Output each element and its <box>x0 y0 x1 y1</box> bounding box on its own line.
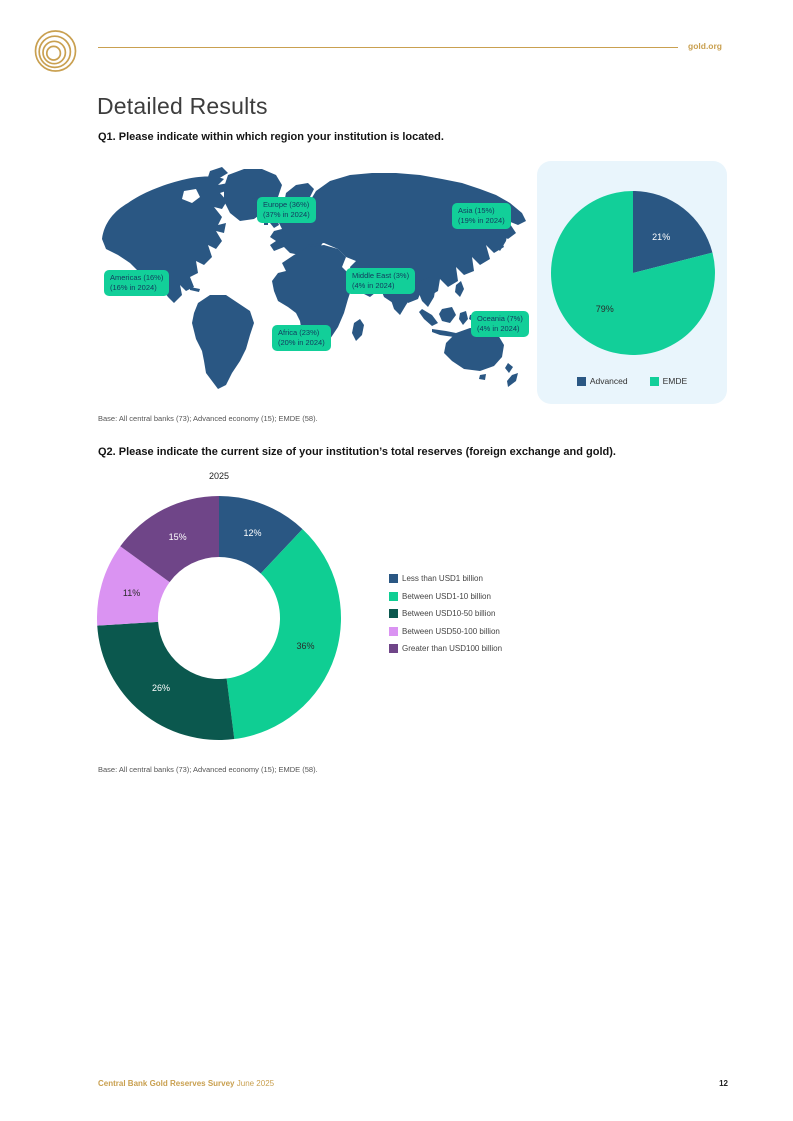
slice-value-label: 36% <box>296 641 315 652</box>
legend-label: Between USD1-10 billion <box>402 591 491 601</box>
map-label-africa <box>272 325 331 351</box>
map-label-line: Africa (23%) <box>278 328 320 337</box>
legend-swatch <box>389 644 398 653</box>
legend-swatch <box>389 592 398 601</box>
map-label-europe <box>257 197 316 223</box>
map-label-asia <box>452 203 511 229</box>
legend-item-emde <box>650 376 688 386</box>
page-title: Detailed Results <box>97 93 268 119</box>
q2-donut-chart <box>97 495 341 741</box>
q2-chart-title: 2025 <box>208 471 230 481</box>
q2-question: Q2. Please indicate the current size of your institution’s total reserves (foreign exchange and gold). <box>98 446 616 458</box>
legend-label: EMDE <box>662 376 688 386</box>
legend-item-between-usd50-100-billion <box>389 627 502 636</box>
footer-doc-date: June 2025 <box>234 1079 275 1088</box>
legend-swatch <box>577 377 586 386</box>
slice-between-usd10-50-billion <box>97 622 234 740</box>
legend-label: Between USD50-100 billion <box>402 626 500 636</box>
legend-label: Less than USD1 billion <box>402 574 483 583</box>
legend-label: Between USD10-50 billion <box>402 609 496 618</box>
legend-item-advanced <box>577 376 628 386</box>
map-label-line: (19% in 2024) <box>458 216 505 225</box>
map-label-line: (4% in 2024) <box>352 281 395 290</box>
slice-value-label: 11% <box>122 587 141 598</box>
slice-value-label: 12% <box>243 528 262 539</box>
q1-question: Q1. Please indicate within which region your institution is located. <box>98 131 444 143</box>
q1-base-note: Base: All central banks (73); Advanced economy (15); EMDE (58). <box>98 414 318 423</box>
map-label-line: Oceania (7%) <box>477 314 523 323</box>
map-label-line: Europe (36%) <box>263 200 310 209</box>
slice-value-label: 79% <box>595 304 614 315</box>
q1-legend <box>537 376 727 386</box>
legend-item-between-usd1-10-billion <box>389 592 502 601</box>
legend-swatch <box>650 377 659 386</box>
map-label-middle-east <box>346 268 415 294</box>
legend-label: Greater than USD100 billion <box>402 644 503 653</box>
map-label-americas <box>104 270 169 296</box>
slice-value-label: 15% <box>168 531 187 542</box>
q1-pie-card <box>537 161 727 404</box>
map-label-line: Asia (15%) <box>458 206 495 215</box>
map-label-oceania <box>471 311 529 337</box>
legend-item-less-than-usd1-billion <box>389 574 502 583</box>
map-label-line: (37% in 2024) <box>263 210 310 219</box>
map-label-line: (16% in 2024) <box>110 283 157 292</box>
q2-legend <box>389 574 502 653</box>
q2-donut-block <box>97 471 341 743</box>
map-label-line: (20% in 2024) <box>278 338 325 347</box>
legend-swatch <box>389 609 398 618</box>
header-rule <box>98 47 678 48</box>
gold-rings-logo-icon <box>32 28 79 75</box>
q1-pie-chart <box>537 161 727 404</box>
legend-label: Advanced <box>589 376 628 386</box>
footer-doc-title <box>98 1079 274 1088</box>
page-number: 12 <box>719 1079 728 1088</box>
site-name: gold.org <box>688 41 722 51</box>
legend-swatch <box>389 627 398 636</box>
map-label-line: (4% in 2024) <box>477 324 520 333</box>
legend-item-greater-than-usd100-billion <box>389 644 502 653</box>
footer-doc-title-bold: Central Bank Gold Reserves Survey <box>98 1079 235 1088</box>
q2-base-note: Base: All central banks (73); Advanced economy (15); EMDE (58). <box>98 765 318 774</box>
slice-value-label: 21% <box>652 231 671 242</box>
world-map <box>98 163 534 403</box>
legend-item-between-usd10-50-billion <box>389 609 502 618</box>
map-label-line: Americas (16%) <box>110 273 164 282</box>
legend-swatch <box>389 574 398 583</box>
map-label-line: Middle East (3%) <box>352 271 410 280</box>
slice-value-label: 26% <box>151 683 170 694</box>
